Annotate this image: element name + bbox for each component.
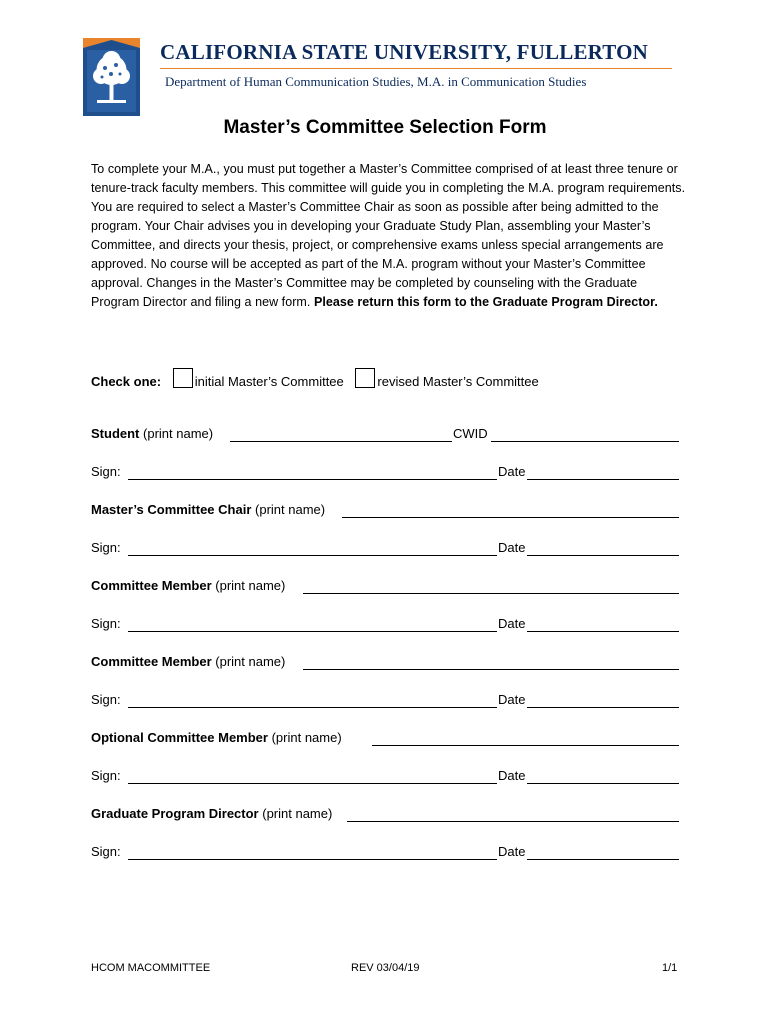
form-title: Master’s Committee Selection Form bbox=[223, 117, 547, 138]
member1-sign-label: Sign: bbox=[91, 616, 121, 631]
check-one-label: Check one: bbox=[91, 374, 162, 389]
footer-form-code: HCOM MACOMMITTEE bbox=[91, 962, 211, 974]
optional-signature-field[interactable] bbox=[128, 783, 497, 784]
chair-date-label: Date bbox=[498, 540, 526, 555]
committee-type-row bbox=[91, 368, 539, 389]
intro-paragraph bbox=[91, 160, 686, 312]
chair-name-field[interactable] bbox=[342, 517, 679, 518]
optional-name-label bbox=[91, 730, 342, 745]
optional-hint: (print name) bbox=[271, 730, 342, 745]
director-hint: (print name) bbox=[262, 806, 333, 821]
student-date-field[interactable] bbox=[527, 479, 679, 480]
revised-committee-label: revised Master’s Committee bbox=[377, 374, 539, 389]
initial-committee-label: initial Master’s Committee bbox=[194, 374, 344, 389]
member2-date-field[interactable] bbox=[527, 707, 679, 708]
chair-signature-field[interactable] bbox=[128, 555, 497, 556]
student-signature-field[interactable] bbox=[128, 479, 497, 480]
chair-name-label bbox=[91, 502, 325, 517]
member1-name-label bbox=[91, 578, 285, 593]
footer-page-number: 1/1 bbox=[662, 962, 678, 974]
member2-date-label: Date bbox=[498, 692, 526, 707]
chair-sign-label: Sign: bbox=[91, 540, 121, 555]
optional-label: Optional Committee Member bbox=[91, 730, 268, 745]
student-hint: (print name) bbox=[143, 426, 214, 441]
optional-date-label: Date bbox=[498, 768, 526, 783]
member2-label: Committee Member bbox=[91, 654, 212, 669]
member1-signature-field[interactable] bbox=[128, 631, 497, 632]
director-date-field[interactable] bbox=[527, 859, 679, 860]
university-logo bbox=[83, 38, 140, 116]
member2-name-label bbox=[91, 654, 285, 669]
header-divider bbox=[160, 68, 672, 69]
director-date-label: Date bbox=[498, 844, 526, 859]
optional-date-field[interactable] bbox=[527, 783, 679, 784]
cwid-label: CWID bbox=[453, 426, 488, 441]
chair-date-field[interactable] bbox=[527, 555, 679, 556]
student-date-label: Date bbox=[498, 464, 526, 479]
cwid-field[interactable] bbox=[491, 441, 679, 442]
student-sign-label: Sign: bbox=[91, 464, 121, 479]
chair-hint: (print name) bbox=[255, 502, 326, 517]
intro-return-note: Please return this form to the Graduate Program Director. bbox=[313, 295, 658, 309]
member2-name-field[interactable] bbox=[303, 669, 679, 670]
member2-hint: (print name) bbox=[215, 654, 286, 669]
university-name: CALIFORNIA STATE UNIVERSITY, FULLERTON bbox=[160, 40, 649, 64]
footer-revision: REV 03/04/19 bbox=[351, 962, 420, 974]
initial-committee-checkbox[interactable] bbox=[173, 368, 193, 388]
member1-label: Committee Member bbox=[91, 578, 212, 593]
member1-date-label: Date bbox=[498, 616, 526, 631]
director-name-label bbox=[91, 806, 332, 821]
member1-date-field[interactable] bbox=[527, 631, 679, 632]
student-name-field[interactable] bbox=[230, 441, 452, 442]
member2-signature-field[interactable] bbox=[128, 707, 497, 708]
department-line: Department of Human Communication Studies, M.A. in Communication Studies bbox=[165, 74, 587, 89]
student-label: Student bbox=[91, 426, 140, 441]
director-signature-field[interactable] bbox=[128, 859, 497, 860]
student-name-label bbox=[91, 426, 213, 441]
chair-label: Master’s Committee Chair bbox=[91, 502, 252, 517]
director-sign-label: Sign: bbox=[91, 844, 121, 859]
director-name-field[interactable] bbox=[347, 821, 679, 822]
member2-sign-label: Sign: bbox=[91, 692, 121, 707]
optional-name-field[interactable] bbox=[372, 745, 679, 746]
intro-body: To complete your M.A., you must put together a Master’s Committee comprised of at least three tenure or tenure-track faculty members. This committee will guide you in completing the M.A. program requirements. You are required to select a Master’s Committee Chair as soon as possible after being admitted to the program. Your Chair advises you in developing your Graduate Study Plan, assembling your Master’s Committee, and directs your thesis, project, or comprehensive exams unless special arrangements are approved. No course will be accepted as part of the M.A. program without your Master’s Committee approval. Changes in the Master’s Committee may be completed by counseling with the Graduate Program Director and filing a new form. bbox=[91, 162, 686, 309]
director-label: Graduate Program Director bbox=[91, 806, 259, 821]
member1-name-field[interactable] bbox=[303, 593, 679, 594]
optional-sign-label: Sign: bbox=[91, 768, 121, 783]
revised-committee-checkbox[interactable] bbox=[355, 368, 375, 388]
member1-hint: (print name) bbox=[215, 578, 286, 593]
